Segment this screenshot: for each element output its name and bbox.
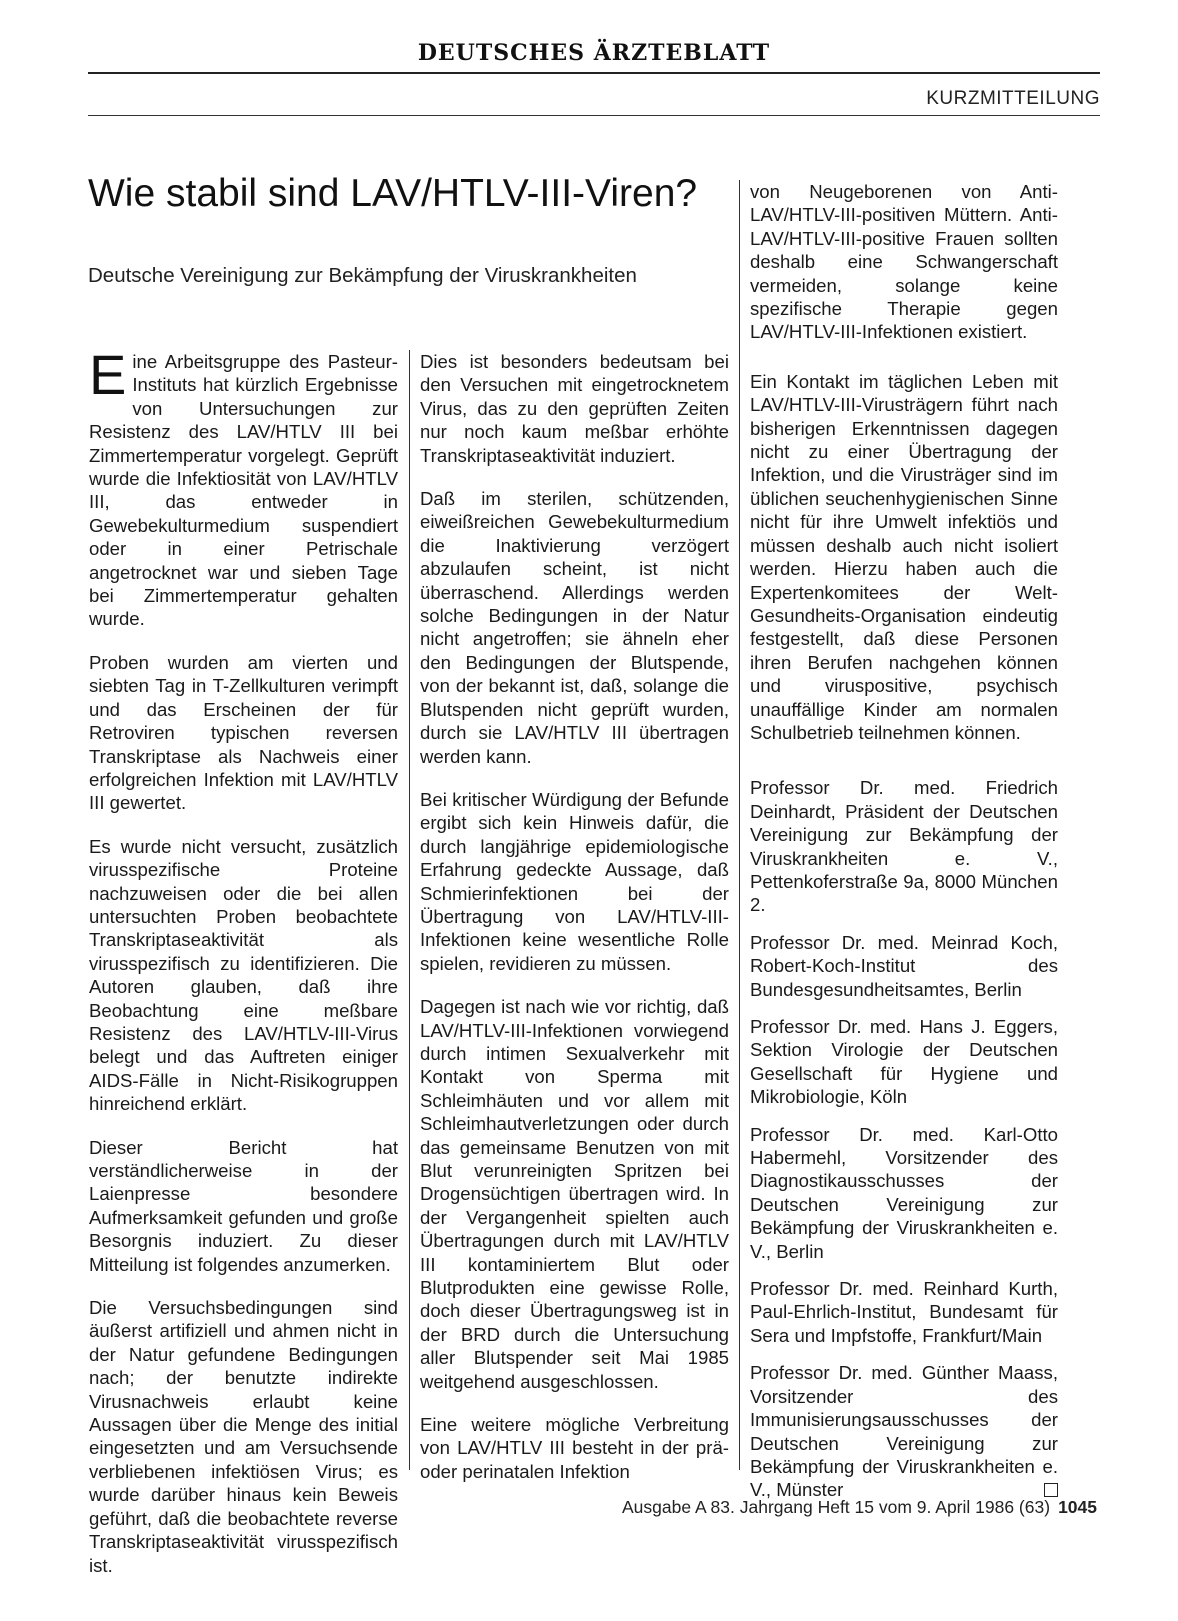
masthead: DEUTSCHES ÄRZTEBLATT	[417, 40, 771, 66]
paragraph: Dieser Bericht hat verständlicherweise in der Laienpresse besondere Aufmerksamkeit gefunden und große Besorgnis induziert. Zu dieser Mitteilung ist folgendes anzumerken.	[89, 1136, 398, 1275]
drop-cap: E	[89, 343, 127, 406]
paragraph: Es wurde nicht versucht, zusätzlich virusspezifische Proteine nachzuweisen oder die bei allen untersuchten Proben beobachtete Transkriptaseaktivität als virusspezifisch zu identifizieren. Die Autoren glauben, daß ihre Beobachtung eine meßbare Resistenz des LAV/HTLV-III-Virus belegt und das Auftreten einiger AIDS-Fälle in Nicht-Risikogruppen hinreichend erklärt.	[89, 835, 398, 1115]
article-subtitle: Deutsche Vereinigung zur Bekämpfung der Viruskrankheiten	[88, 264, 637, 287]
author-affiliation: Professor Dr. med. Karl-Otto Habermehl, Vorsitzender des Diagnostikausschusses der Deutschen Vereinigung zur Bekämpfung der Viruskrankheiten e. V., Berlin	[750, 1123, 1058, 1262]
column-divider	[739, 180, 740, 1470]
issue-info: Ausgabe A 83. Jahrgang Heft 15 vom 9. April 1986 (63)	[622, 1497, 1051, 1517]
paragraph: von Neugeborenen von Anti-LAV/HTLV-III-positiven Müttern. Anti-LAV/HTLV-III-positive Frauen sollten deshalb eine Schwangerschaft vermeiden, solange keine spezifische Therapie gegen LAV/HTLV-III-Infektionen existiert.	[750, 181, 1058, 343]
page-footer	[622, 1497, 1097, 1518]
author-affiliation-last	[750, 1361, 1058, 1501]
paragraph: Proben wurden am vierten und siebten Tag in T-Zellkulturen verimpft und das Erscheinen der für Retroviren typischen reversen Transkriptase als Nachweis einer erfolgreichen Infektion mit LAV/HTLV III gewertet.	[89, 651, 398, 814]
paragraph: Daß im sterilen, schützenden, eiweißreichen Gewebekulturmedium die Inaktivierung verzögert abzulaufen scheint, ist nicht überraschend. Allerdings werden solche Bedingungen in der Natur nicht angetroffen; sie ähneln eher den Bedingungen der Blutspende, von der bekannt ist, daß, solange die Blutspenden nicht geprüft wurden, durch sie LAV/HTLV III übertragen werden kann.	[420, 488, 729, 767]
paragraph: Dies ist besonders bedeutsam bei den Versuchen mit eingetrocknetem Virus, das zu den geprüften Zeiten nur noch kaum meßbar erhöhte Transkriptaseaktivität induziert.	[420, 351, 729, 466]
column-3	[750, 180, 1058, 1502]
page-number: 1045	[1058, 1497, 1097, 1517]
author-affiliation-text: Professor Dr. med. Günther Maass, Vorsitzender des Immunisierungsausschusses der Deutschen Vereinigung zur Bekämpfung der Viruskrankheiten e. V., Münster	[750, 1362, 1058, 1501]
section-rule	[88, 115, 1100, 116]
article-title: Wie stabil sind LAV/HTLV-III-Viren?	[88, 172, 698, 215]
author-affiliation: Professor Dr. med. Reinhard Kurth, Paul-Ehrlich-Institut, Bundesamt für Sera und Impfstoffe, Frankfurt/Main	[750, 1278, 1058, 1346]
column-1	[89, 343, 398, 1597]
paragraph: Dagegen ist nach wie vor richtig, daß LAV/HTLV-III-Infektionen vorwiegend durch intimen Sexualverkehr mit Kontakt von Sperma mit Schleimhäuten und vor allem mit Schleimhautverletzungen oder durch das gemeinsame Benutzen von mit Blut verunreinigten Spritzen bei Drogensüchtigen übertragen wird. In der Vergangenheit spielten auch Übertragungen durch mit LAV/HTLV III kontaminiertem Blut oder Blutprodukten eine gewisse Rolle, doch dieser Übertragungsweg ist in der BRD durch die Untersuchung aller Blutspender seit Mai 1985 weitgehend ausgeschlossen.	[420, 996, 729, 1392]
paragraph-text: ine Arbeitsgruppe des Pasteur-Instituts hat kürzlich Ergebnisse von Untersuchungen zur Resistenz des LAV/HTLV III bei Zimmertemperatur vorgelegt. Geprüft wurde die Infektiosität von LAV/HTLV III, das entweder in Gewebekulturmedium suspendiert oder in einer Petrischale angetrocknet war und sieben Tage bei Zimmertemperatur gehalten wurde.	[89, 351, 398, 630]
author-affiliation: Professor Dr. med. Friedrich Deinhardt, Präsident der Deutschen Vereinigung zur Bekämpfung der Viruskrankheiten e. V., Pettenkoferstraße 9a, 8000 München 2.	[750, 777, 1058, 916]
paragraph: Bei kritischer Würdigung der Befunde ergibt sich kein Hinweis dafür, die durch langjährige epidemiologische Erfahrung gedeckte Aussage, daß Schmierinfektionen bei der Übertragung von LAV/HTLV-III-Infektionen keine wesentliche Rolle spielen, revidieren zu müssen.	[420, 788, 729, 974]
author-affiliation: Professor Dr. med. Hans J. Eggers, Sektion Virologie der Deutschen Gesellschaft für Hygiene und Mikrobiologie, Köln	[750, 1016, 1058, 1108]
header-rule	[88, 72, 1100, 74]
column-2	[420, 350, 729, 1503]
author-affiliation: Professor Dr. med. Meinrad Koch, Robert-Koch-Institut des Bundesgesundheitsamtes, Berlin	[750, 931, 1058, 1000]
paragraph: Eine weitere mögliche Verbreitung von LAV/HTLV III besteht in der prä- oder perinatalen Infektion	[420, 1414, 729, 1482]
paragraph: Die Versuchsbedingungen sind äußerst artifiziell und ahmen nicht in der Natur gefundene Bedingungen nach; der benutzte indirekte Virusnachweis erlaubt keine Aussagen über die Menge des initial eingesetzten und am Versuchsende verbliebenen infektiösen Virus; es wurde darüber hinaus kein Beweis geführt, daß die beobachtete reverse Transkriptaseaktivität virusspezifisch ist.	[89, 1297, 398, 1576]
paragraph	[89, 343, 398, 631]
column-divider	[409, 350, 410, 1470]
end-of-article-box-icon	[1044, 1483, 1058, 1497]
paragraph: Ein Kontakt im täglichen Leben mit LAV/HTLV-III-Virusträgern führt nach bisherigen Erkenntnissen dagegen nicht zu einer Übertragung der Infektion, und die Virusträger sind im üblichen seuchenhygienischen Sinne nicht für ihre Umwelt infektiös und müssen deshalb auch nicht isoliert werden. Hierzu haben auch die Expertenkomitees der Welt-Gesundheits-Organisation eindeutig festgestellt, daß diese Personen ihren Berufen nachgehen können und viruspositive, psychisch unauffällige Kinder am normalen Schulbetrieb teilnehmen können.	[750, 370, 1058, 743]
section-label: KURZMITTEILUNG	[926, 88, 1100, 109]
